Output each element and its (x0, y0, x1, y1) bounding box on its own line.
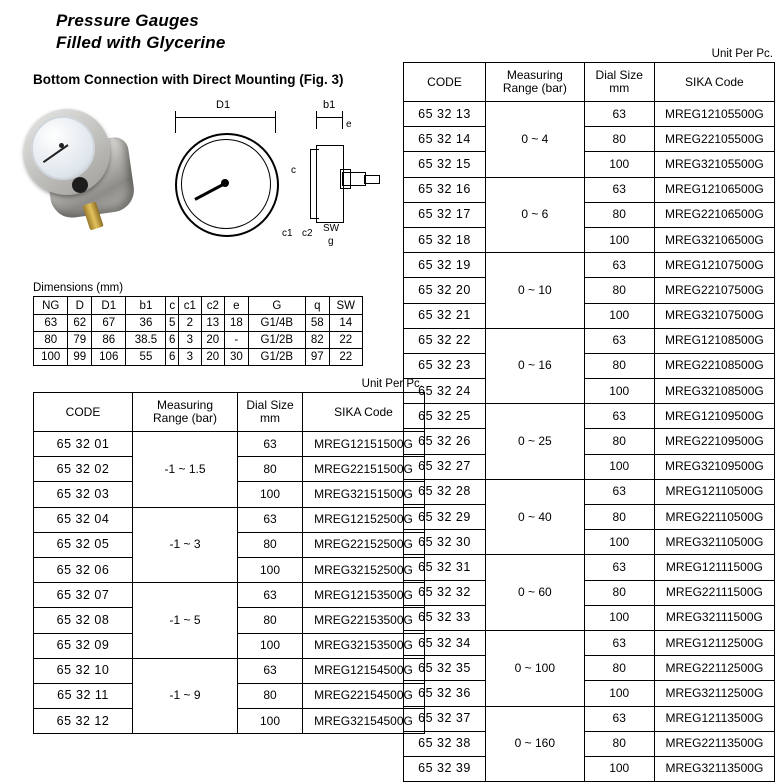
sika-code-cell: MREG32105500G (654, 152, 774, 177)
right-table-header-row (404, 63, 775, 102)
header-dial-line1: Dial Size (595, 68, 643, 82)
table-row[interactable] (404, 177, 775, 202)
table-row[interactable] (404, 278, 775, 303)
product-code-cell[interactable]: 65 32 31 (404, 555, 486, 580)
product-code-cell[interactable]: 65 32 38 (404, 731, 486, 756)
product-code-cell[interactable]: 65 32 01 (34, 432, 133, 457)
dim-label-b1: b1 (323, 99, 336, 111)
product-code-cell[interactable]: 65 32 39 (404, 756, 486, 781)
table-row[interactable] (404, 353, 775, 378)
dial-size-cell: 80 (584, 429, 654, 454)
sika-code-cell: MREG22113500G (654, 731, 774, 756)
dimensions-column-header: G (248, 297, 305, 315)
dial-size-cell: 80 (238, 608, 303, 633)
sika-code-cell: MREG12152500G (303, 507, 425, 532)
header-range (133, 393, 238, 432)
measuring-range-cell: 0 ~ 4 (486, 102, 585, 178)
dial-size-cell: 100 (584, 454, 654, 479)
left-product-section (33, 378, 425, 734)
title-line-2: Filled with Glycerine (56, 33, 226, 52)
dial-size-cell: 80 (584, 656, 654, 681)
sika-code-cell: MREG12153500G (303, 583, 425, 608)
header-code: CODE (34, 393, 133, 432)
product-code-cell[interactable]: 65 32 05 (34, 532, 133, 557)
dial-size-cell: 63 (584, 102, 654, 127)
sika-code-cell: MREG12108500G (654, 328, 774, 353)
dimensions-table (33, 296, 363, 366)
dimensions-cell: 6 (166, 349, 179, 366)
dimensions-section (33, 282, 363, 366)
dial-size-cell: 80 (584, 580, 654, 605)
table-row[interactable] (404, 580, 775, 605)
dimensions-cell: 38.5 (126, 332, 166, 349)
product-code-cell[interactable]: 65 32 03 (34, 482, 133, 507)
sika-code-cell: MREG32107500G (654, 303, 774, 328)
header-sika: SIKA Code (654, 63, 774, 102)
sika-code-cell: MREG22108500G (654, 353, 774, 378)
dimensions-cell: 63 (34, 315, 68, 332)
sika-code-cell: MREG22111500G (654, 580, 774, 605)
measuring-range-cell: 0 ~ 60 (486, 555, 585, 631)
product-code-cell[interactable]: 65 32 07 (34, 583, 133, 608)
dimensions-column-header: e (225, 297, 249, 315)
product-code-cell[interactable]: 65 32 14 (404, 127, 486, 152)
page-title (56, 10, 416, 54)
table-row[interactable] (404, 253, 775, 278)
dial-size-cell: 100 (584, 530, 654, 555)
table-row[interactable] (404, 454, 775, 479)
dimensions-cell: 36 (126, 315, 166, 332)
dim-tick-d1-left (175, 111, 176, 133)
dial-size-cell: 63 (584, 404, 654, 429)
right-product-section (403, 48, 775, 782)
table-row[interactable] (404, 555, 775, 580)
sika-code-cell: MREG32153500G (303, 633, 425, 658)
dimensions-cell: 22 (329, 332, 362, 349)
table-row[interactable] (404, 379, 775, 404)
dimensions-cell: 100 (34, 349, 68, 366)
dim-label-c: c (291, 165, 296, 176)
dimensions-header-row (34, 297, 363, 315)
table-row[interactable] (404, 706, 775, 731)
dimensions-cell: 55 (126, 349, 166, 366)
dimensions-cell: 14 (329, 315, 362, 332)
dial-size-cell: 80 (584, 202, 654, 227)
sika-code-cell: MREG12154500G (303, 658, 425, 683)
measuring-range-cell: 0 ~ 25 (486, 404, 585, 480)
dial-size-cell: 63 (584, 706, 654, 731)
dimensions-cell: 67 (92, 315, 126, 332)
table-row[interactable] (34, 658, 425, 683)
dial-size-cell: 100 (584, 379, 654, 404)
sika-code-cell: MREG22105500G (654, 127, 774, 152)
product-code-cell[interactable]: 65 32 15 (404, 152, 486, 177)
table-row[interactable] (404, 731, 775, 756)
table-row[interactable] (404, 681, 775, 706)
header-range (486, 63, 585, 102)
header-range-line1: Measuring (156, 398, 214, 412)
table-row[interactable] (404, 328, 775, 353)
sika-code-cell: MREG22109500G (654, 429, 774, 454)
table-row[interactable] (404, 656, 775, 681)
dimensions-cell: 5 (166, 315, 179, 332)
table-row[interactable] (34, 583, 425, 608)
gauge-photo (18, 103, 158, 243)
product-code-cell[interactable]: 65 32 32 (404, 580, 486, 605)
dial-size-cell: 100 (584, 227, 654, 252)
table-row[interactable] (34, 507, 425, 532)
header-range-line2: Range (bar) (502, 81, 567, 95)
table-row[interactable] (404, 479, 775, 504)
dial-size-cell: 63 (238, 658, 303, 683)
sika-code-cell: MREG32113500G (654, 756, 774, 781)
header-dial-line1: Dial Size (246, 398, 294, 412)
product-code-cell[interactable]: 65 32 28 (404, 479, 486, 504)
product-code-cell[interactable]: 65 32 23 (404, 353, 486, 378)
product-code-cell[interactable]: 65 32 35 (404, 656, 486, 681)
header-code: CODE (404, 63, 486, 102)
sika-code-cell: MREG12112500G (654, 630, 774, 655)
product-code-cell[interactable]: 65 32 29 (404, 505, 486, 530)
front-view-hub (221, 179, 229, 187)
product-code-cell[interactable]: 65 32 25 (404, 404, 486, 429)
measuring-range-cell: 0 ~ 16 (486, 328, 585, 404)
dimensions-cell: 22 (329, 349, 362, 366)
header-range-line1: Measuring (506, 68, 563, 82)
dimensions-cell: 106 (92, 349, 126, 366)
dim-label-g: g (328, 236, 334, 247)
dimensions-column-header: D (68, 297, 92, 315)
side-view (310, 125, 400, 265)
sika-code-cell: MREG32109500G (654, 454, 774, 479)
sika-code-cell: MREG12106500G (654, 177, 774, 202)
gauge-hub (59, 143, 64, 148)
dim-label-sw: SW (323, 223, 340, 234)
dial-size-cell: 63 (584, 479, 654, 504)
dimensions-cell: 6 (166, 332, 179, 349)
table-row[interactable] (404, 505, 775, 530)
dimensions-caption: Dimensions (mm) (33, 282, 124, 294)
left-product-table (33, 392, 425, 734)
product-code-cell[interactable]: 65 32 30 (404, 530, 486, 555)
dimensions-cell: 97 (306, 349, 330, 366)
page-subtitle: Bottom Connection with Direct Mounting (Fig. 3) (33, 72, 344, 87)
dial-size-cell: 63 (584, 253, 654, 278)
dimensions-cell: 2 (179, 315, 201, 332)
dimensions-cell: 99 (68, 349, 92, 366)
product-code-cell[interactable]: 65 32 06 (34, 557, 133, 582)
dial-size-cell: 63 (238, 583, 303, 608)
table-row[interactable] (404, 152, 775, 177)
product-code-cell[interactable]: 65 32 19 (404, 253, 486, 278)
header-dial-line2: mm (609, 81, 630, 95)
left-unit-caption: Unit Per Pc. (361, 378, 423, 390)
right-product-table (403, 62, 775, 782)
dimensions-cell: 3 (179, 332, 201, 349)
dial-size-cell: 63 (584, 630, 654, 655)
dimensions-cell: 82 (306, 332, 330, 349)
dimensions-cell: - (225, 332, 249, 349)
product-code-cell[interactable]: 65 32 18 (404, 227, 486, 252)
sika-code-cell: MREG12113500G (654, 706, 774, 731)
dim-line-b1 (316, 117, 342, 118)
table-row[interactable] (404, 530, 775, 555)
sika-code-cell: MREG22152500G (303, 532, 425, 557)
product-code-cell[interactable]: 65 32 20 (404, 278, 486, 303)
product-code-cell[interactable]: 65 32 27 (404, 454, 486, 479)
sika-code-cell: MREG32106500G (654, 227, 774, 252)
dimensions-cell: 30 (225, 349, 249, 366)
sika-code-cell: MREG12111500G (654, 555, 774, 580)
dial-size-cell: 80 (584, 127, 654, 152)
dimensions-cell: 20 (201, 332, 225, 349)
header-range-line2: Range (bar) (152, 411, 218, 425)
sika-code-cell: MREG32151500G (303, 482, 425, 507)
dial-size-cell: 100 (584, 303, 654, 328)
sika-code-cell: MREG32111500G (654, 605, 774, 630)
dimensions-cell: 58 (306, 315, 330, 332)
sika-code-cell: MREG12109500G (654, 404, 774, 429)
product-code-cell[interactable]: 65 32 11 (34, 683, 133, 708)
technical-drawing (10, 95, 395, 290)
table-row[interactable] (404, 102, 775, 127)
header-sika: SIKA Code (303, 393, 425, 432)
sika-code-cell: MREG22112500G (654, 656, 774, 681)
dimensions-cell: 3 (179, 349, 201, 366)
dimensions-cell: 79 (68, 332, 92, 349)
product-code-cell[interactable]: 65 32 24 (404, 379, 486, 404)
sika-code-cell: MREG32152500G (303, 557, 425, 582)
header-dial (238, 393, 303, 432)
sika-code-cell: MREG22106500G (654, 202, 774, 227)
product-code-cell[interactable]: 65 32 09 (34, 633, 133, 658)
left-table-header-row (34, 393, 425, 432)
product-code-cell[interactable]: 65 32 17 (404, 202, 486, 227)
dim-tick-b1-left (316, 111, 317, 129)
dial-size-cell: 63 (584, 555, 654, 580)
dimensions-column-header: c2 (201, 297, 225, 315)
table-row[interactable] (404, 630, 775, 655)
sika-code-cell: MREG32110500G (654, 530, 774, 555)
table-row[interactable] (404, 429, 775, 454)
measuring-range-cell: -1 ~ 5 (133, 583, 238, 659)
dial-size-cell: 80 (238, 457, 303, 482)
product-code-cell[interactable]: 65 32 21 (404, 303, 486, 328)
table-row[interactable] (404, 227, 775, 252)
product-code-cell[interactable]: 65 32 22 (404, 328, 486, 353)
dimensions-cell: 62 (68, 315, 92, 332)
product-code-cell[interactable]: 65 32 12 (34, 709, 133, 734)
dial-size-cell: 63 (238, 507, 303, 532)
product-code-cell[interactable]: 65 32 02 (34, 457, 133, 482)
dim-label-c2: c2 (302, 228, 313, 239)
product-code-cell[interactable]: 65 32 36 (404, 681, 486, 706)
table-row[interactable] (404, 202, 775, 227)
dimensions-column-header: SW (329, 297, 362, 315)
sika-code-cell: MREG22151500G (303, 457, 425, 482)
dial-size-cell: 100 (238, 709, 303, 734)
sika-code-cell: MREG12105500G (654, 102, 774, 127)
sika-code-cell: MREG22153500G (303, 608, 425, 633)
table-row[interactable] (404, 605, 775, 630)
measuring-range-cell: 0 ~ 100 (486, 630, 585, 706)
sika-code-cell: MREG22107500G (654, 278, 774, 303)
measuring-range-cell: 0 ~ 10 (486, 253, 585, 329)
dimensions-column-header: b1 (126, 297, 166, 315)
title-line-1: Pressure Gauges (56, 11, 199, 30)
table-row[interactable] (404, 127, 775, 152)
dimensions-cell: G1/4B (248, 315, 305, 332)
dimensions-column-header: q (306, 297, 330, 315)
dial-size-cell: 80 (584, 353, 654, 378)
product-code-cell[interactable]: 65 32 26 (404, 429, 486, 454)
front-view (175, 133, 281, 239)
dim-label-d1: D1 (216, 99, 231, 111)
measuring-range-cell: 0 ~ 40 (486, 479, 585, 555)
right-unit-caption: Unit Per Pc. (711, 48, 773, 60)
product-code-cell[interactable]: 65 32 16 (404, 177, 486, 202)
header-dial-line2: mm (260, 411, 280, 425)
product-code-cell[interactable]: 65 32 08 (34, 608, 133, 633)
dial-size-cell: 63 (584, 328, 654, 353)
dial-size-cell: 63 (238, 432, 303, 457)
sika-code-cell: MREG32154500G (303, 709, 425, 734)
dial-size-cell: 80 (584, 505, 654, 530)
dim-label-e: e (346, 119, 352, 130)
table-row[interactable] (404, 756, 775, 781)
side-view-nipple (342, 172, 366, 186)
measuring-range-cell: 0 ~ 160 (486, 706, 585, 782)
dim-line-d1 (175, 117, 275, 118)
product-code-cell[interactable]: 65 32 10 (34, 658, 133, 683)
side-view-thread (364, 175, 380, 184)
dim-tick-d1-right (275, 111, 276, 133)
dial-size-cell: 100 (584, 152, 654, 177)
dimensions-row (34, 332, 363, 349)
table-row[interactable] (404, 303, 775, 328)
dial-size-cell: 100 (584, 756, 654, 781)
sika-code-cell: MREG32108500G (654, 379, 774, 404)
measuring-range-cell: -1 ~ 1.5 (133, 432, 238, 508)
dimensions-cell: G1/2B (248, 349, 305, 366)
dimensions-cell: 18 (225, 315, 249, 332)
dial-size-cell: 100 (238, 557, 303, 582)
product-code-cell[interactable]: 65 32 04 (34, 507, 133, 532)
dim-label-c1: c1 (282, 228, 293, 239)
product-code-cell[interactable]: 65 32 33 (404, 605, 486, 630)
sika-code-cell: MREG32112500G (654, 681, 774, 706)
dial-size-cell: 100 (238, 633, 303, 658)
dimensions-row (34, 315, 363, 332)
dimensions-cell: G1/2B (248, 332, 305, 349)
product-code-cell[interactable]: 65 32 34 (404, 630, 486, 655)
measuring-range-cell: 0 ~ 6 (486, 177, 585, 253)
measuring-range-cell: -1 ~ 9 (133, 658, 238, 734)
dimensions-column-header: NG (34, 297, 68, 315)
dimensions-column-header: c1 (179, 297, 201, 315)
sika-code-cell: MREG12107500G (654, 253, 774, 278)
sika-code-cell: MREG22154500G (303, 683, 425, 708)
dial-size-cell: 63 (584, 177, 654, 202)
dimensions-column-header: D1 (92, 297, 126, 315)
dimensions-row (34, 349, 363, 366)
sika-code-cell: MREG12151500G (303, 432, 425, 457)
dimensions-cell: 13 (201, 315, 225, 332)
table-row[interactable] (404, 404, 775, 429)
dimensions-cell: 80 (34, 332, 68, 349)
measuring-range-cell: -1 ~ 3 (133, 507, 238, 583)
sika-code-cell: MREG22110500G (654, 505, 774, 530)
sika-code-cell: MREG12110500G (654, 479, 774, 504)
table-row[interactable] (34, 432, 425, 457)
dial-size-cell: 100 (584, 681, 654, 706)
header-dial (584, 63, 654, 102)
dial-size-cell: 80 (584, 731, 654, 756)
dimensions-cell: 86 (92, 332, 126, 349)
dial-size-cell: 100 (238, 482, 303, 507)
product-code-cell[interactable]: 65 32 37 (404, 706, 486, 731)
dial-size-cell: 80 (238, 532, 303, 557)
dimensions-cell: 20 (201, 349, 225, 366)
dial-size-cell: 80 (238, 683, 303, 708)
product-code-cell[interactable]: 65 32 13 (404, 102, 486, 127)
dimensions-column-header: c (166, 297, 179, 315)
dial-size-cell: 100 (584, 605, 654, 630)
dim-tick-b1-right (342, 111, 343, 129)
dial-size-cell: 80 (584, 278, 654, 303)
